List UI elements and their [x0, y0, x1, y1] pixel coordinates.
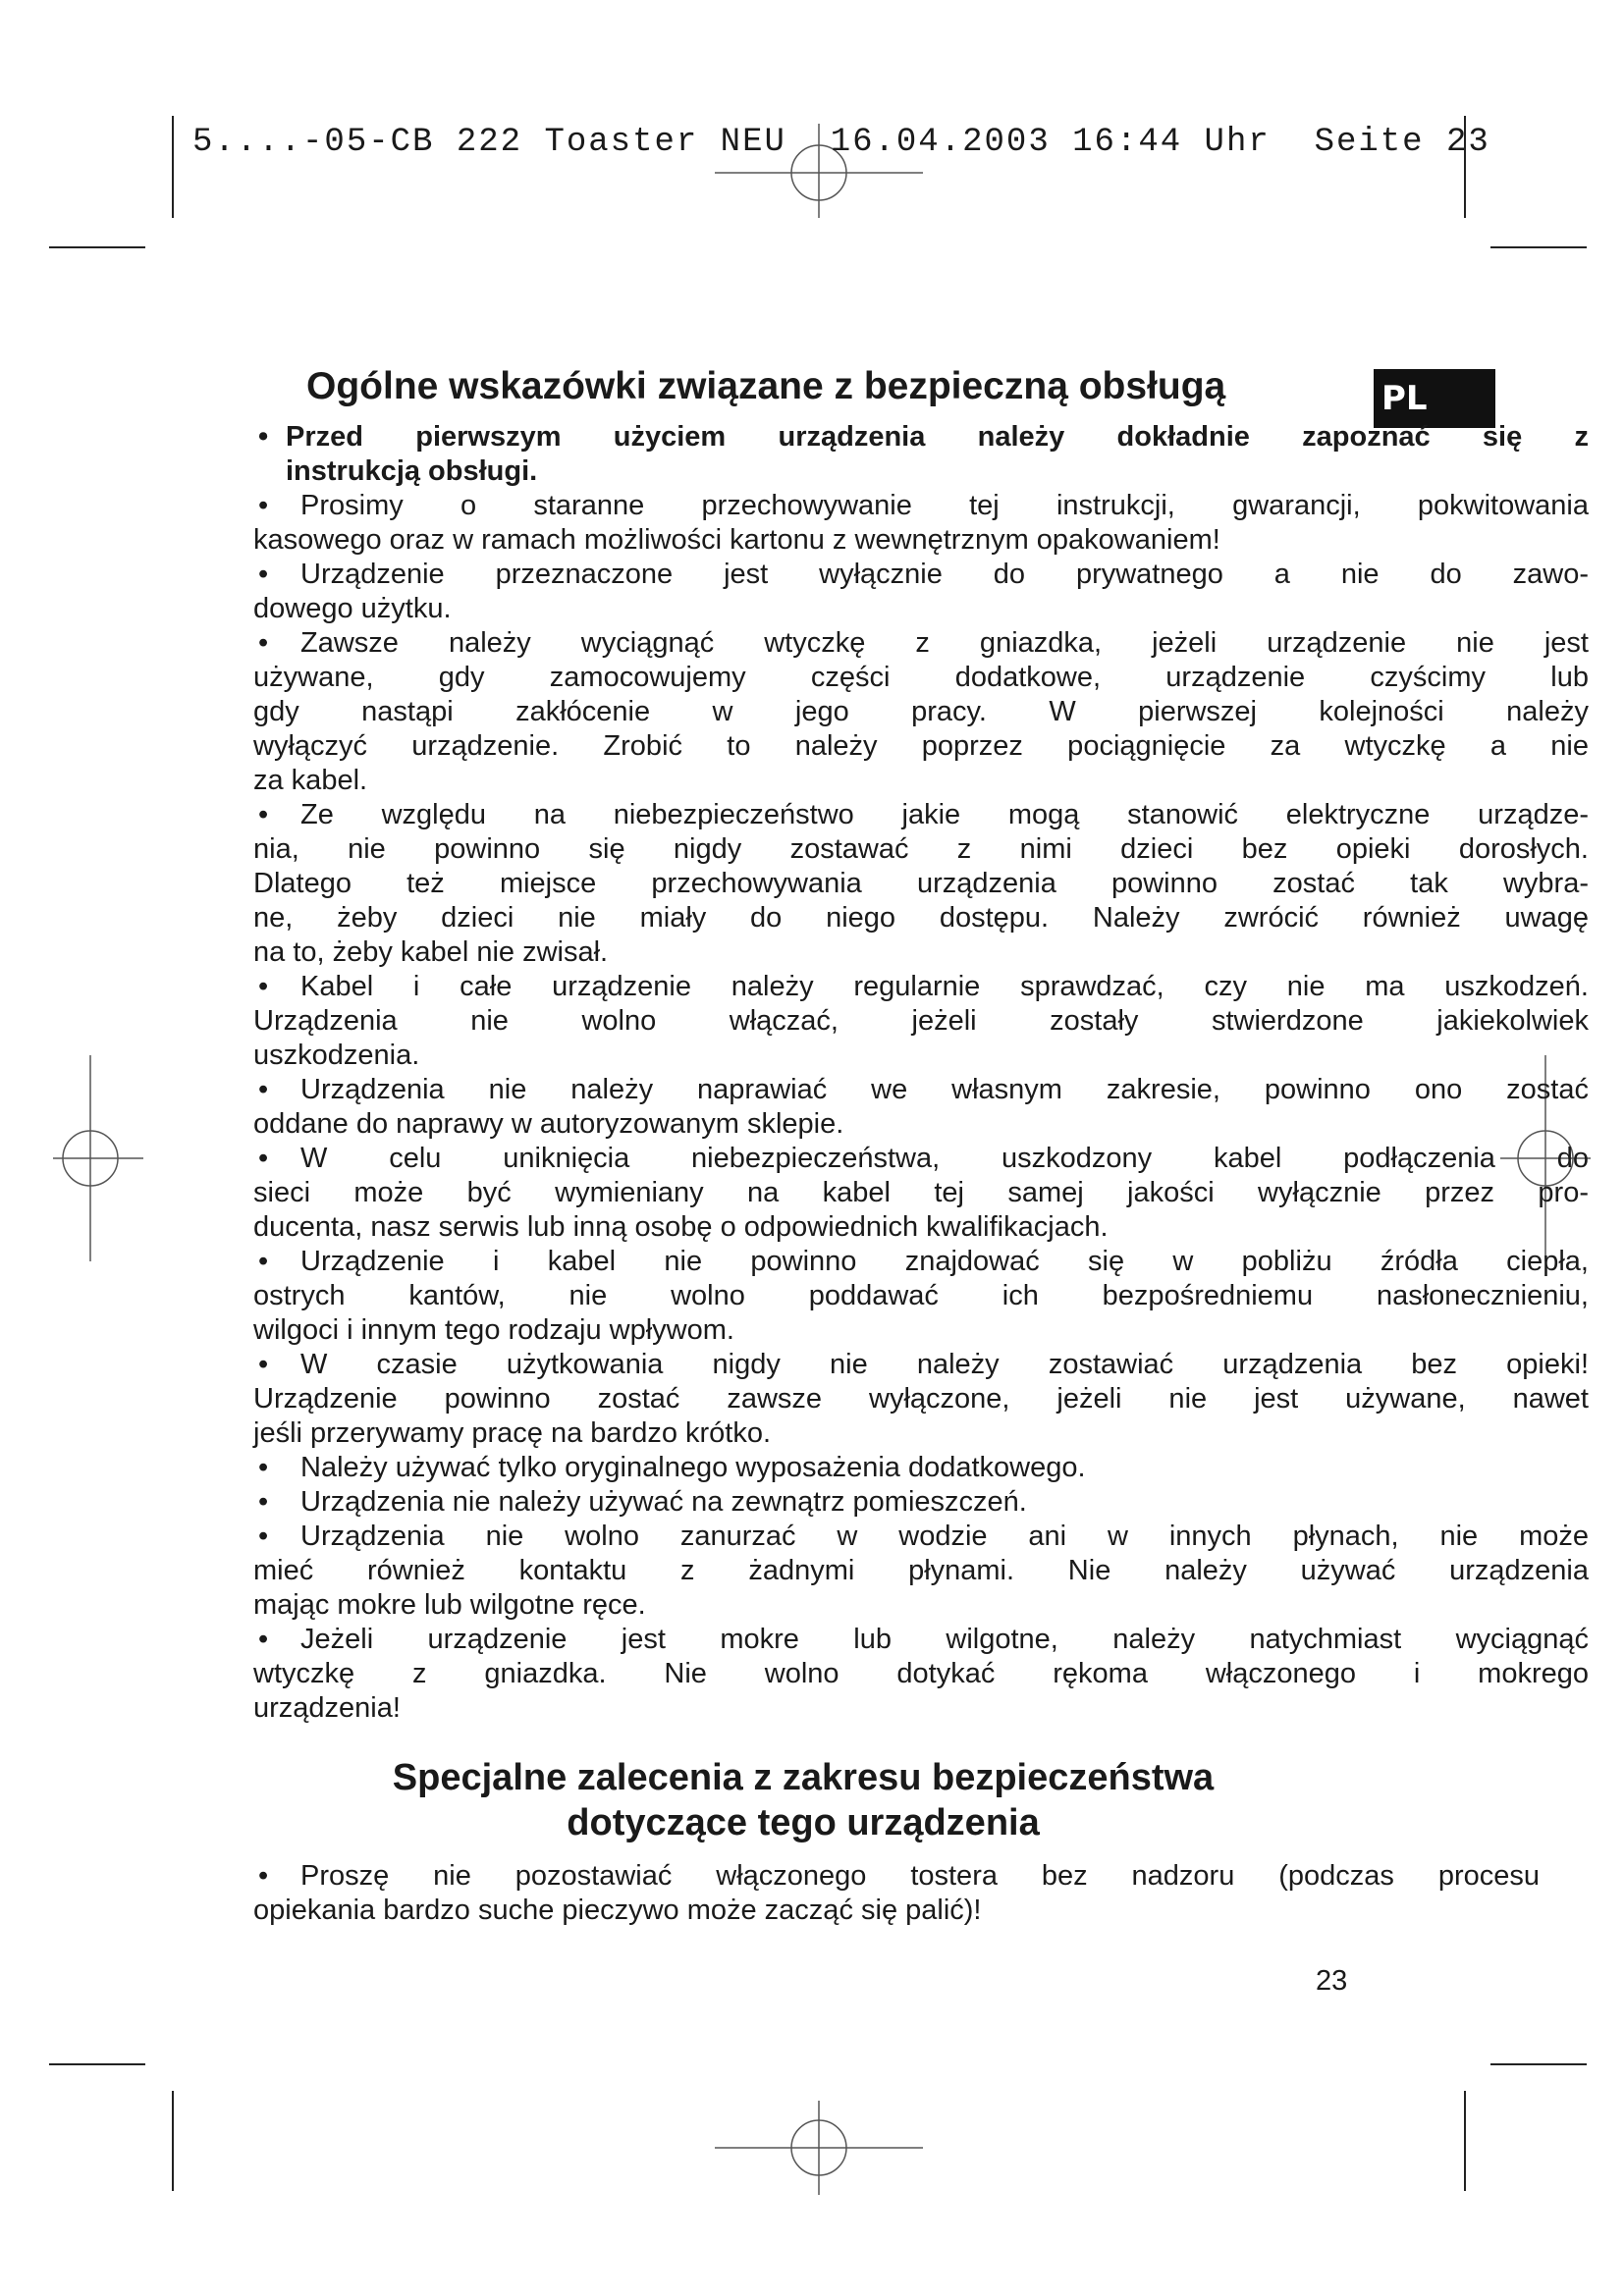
list-item-line: Urządzenia nie wolno włączać, jeżeli zostały stwierdzone jakiekolwiek	[253, 1005, 1589, 1037]
list-item-line: • W czasie użytkowania nigdy nie należy zostawiać urządzenia bez opieki!	[300, 1349, 1589, 1380]
list-item-line: • Należy używać tylko oryginalnego wyposażenia dodatkowego.	[300, 1452, 1086, 1483]
list-item-line: oddane do naprawy w autoryzowanym sklepie.	[253, 1108, 844, 1140]
list-item-line: wilgoci i innym tego rodzaju wpływom.	[253, 1314, 734, 1346]
section-title-line-2: dotyczące tego urządzenia	[567, 1802, 1040, 1843]
list-item-line: uszkodzenia.	[253, 1040, 420, 1071]
list-item	[253, 1348, 1589, 1451]
list-item-line: • Jeżeli urządzenie jest mokre lub wilgotne, należy natychmiast wyciągnąć	[300, 1624, 1589, 1655]
page-number: 23	[1316, 1965, 1348, 1997]
list-item-line: urządzenia!	[253, 1692, 401, 1724]
list-item-line: nia, nie powinno się nigdy zostawać z nimi dzieci bez opieki dorosłych.	[253, 833, 1589, 865]
list-item-line: • Urządzenia nie wolno zanurzać w wodzie ani w innych płynach, nie może	[300, 1521, 1589, 1552]
list-item-line: mieć również kontaktu z żadnymi płynami. Nie należy używać urządzenia	[253, 1555, 1589, 1586]
list-item	[253, 558, 1589, 626]
list-item-line: • Ze względu na niebezpieczeństwo jakie mogą stanowić elektryczne urządze-	[300, 799, 1589, 830]
list-item	[253, 420, 1589, 489]
list-item	[253, 1073, 1589, 1142]
special-safety-list	[253, 1859, 1540, 1928]
list-item-line: • W celu uniknięcia niebezpieczeństwa, uszkodzony kabel podłączenia do	[300, 1143, 1589, 1174]
general-safety-list	[253, 420, 1589, 1726]
section-title-general-safety: Ogólne wskazówki związane z bezpieczną obsługą	[306, 365, 1226, 407]
list-item-line: instrukcją obsługi.	[286, 455, 538, 487]
list-item	[253, 1623, 1589, 1726]
list-item	[253, 970, 1589, 1073]
list-item-line: ne, żeby dzieci nie miały do niego dostępu. Należy zwrócić również uwagę	[253, 902, 1589, 934]
list-item	[253, 1245, 1589, 1348]
list-item-line: Urządzenie powinno zostać zawsze wyłączone, jeżeli nie jest używane, nawet	[253, 1383, 1589, 1415]
list-item-line: • Prosimy o staranne przechowywanie tej instrukcji, gwarancji, pokwitowania	[300, 490, 1589, 521]
section-title-line-1: Specjalne zalecenia z zakresu bezpieczeństwa	[392, 1757, 1215, 1798]
list-item-line: za kabel.	[253, 765, 368, 796]
list-item	[253, 489, 1589, 558]
list-item-line: sieci może być wymieniany na kabel tej samej jakości wyłącznie przez pro-	[253, 1177, 1589, 1208]
list-item	[253, 626, 1589, 798]
list-item-line: opiekania bardzo suche pieczywo może zacząć się palić)!	[253, 1895, 982, 1926]
list-item-line: • Urządzenia nie należy naprawiać we własnym zakresie, powinno ono zostać	[300, 1074, 1589, 1105]
section-title-special-safety	[253, 1755, 1353, 1845]
list-item-line: • Kabel i całe urządzenie należy regularnie sprawdzać, czy nie ma uszkodzeń.	[300, 971, 1589, 1002]
registration-mark-left	[53, 1055, 143, 1261]
list-item-line: • Urządzenie przeznaczone jest wyłącznie do prywatnego a nie do zawo-	[300, 559, 1589, 590]
list-item-line: kasowego oraz w ramach możliwości kartonu z wewnętrznym opakowaniem!	[253, 524, 1220, 556]
list-item	[253, 798, 1589, 970]
list-item	[253, 1520, 1589, 1623]
list-item-line: jeśli przerywamy pracę na bardzo krótko.	[253, 1417, 772, 1449]
list-item-line: • Proszę nie pozostawiać włączonego tostera bez nadzoru (podczas procesu	[300, 1860, 1540, 1892]
list-item-line: • Zawsze należy wyciągnąć wtyczkę z gniazdka, jeżeli urządzenie nie jest	[300, 627, 1589, 659]
list-item	[253, 1142, 1589, 1245]
list-item-line: mając mokre lub wilgotne ręce.	[253, 1589, 646, 1621]
list-item-line: ducenta, nasz serwis lub inną osobę o odpowiednich kwalifikacjach.	[253, 1211, 1109, 1243]
list-item-line: • Urządzenia nie należy używać na zewnątrz pomieszczeń.	[300, 1486, 1027, 1518]
list-item	[253, 1485, 1589, 1520]
list-item-line: dowego użytku.	[253, 593, 452, 624]
list-item-line: Dlatego też miejsce przechowywania urządzenia powinno zostać tak wybra-	[253, 868, 1589, 899]
registration-mark-bottom	[715, 2101, 923, 2195]
print-slug-header: 5....-05-CB 222 Toaster NEU 16.04.2003 16:44 Uhr Seite 23	[192, 124, 1490, 161]
list-item-line: wtyczkę z gniazdka. Nie wolno dotykać rękoma włączonego i mokrego	[253, 1658, 1589, 1689]
list-item-line: na to, żeby kabel nie zwisał.	[253, 936, 609, 968]
language-badge: PL	[1374, 369, 1495, 428]
list-item-line: ostrych kantów, nie wolno poddawać ich bezpośredniemu nasłonecznieniu,	[253, 1280, 1589, 1311]
list-item-line: wyłączyć urządzenie. Zrobić to należy poprzez pociągnięcie za wtyczkę a nie	[253, 730, 1589, 762]
list-item-line: używane, gdy zamocowujemy części dodatkowe, urządzenie czyścimy lub	[253, 662, 1589, 693]
list-item-line: • Przed pierwszym użyciem urządzenia należy dokładnie zapoznać się z	[286, 421, 1589, 453]
list-item	[253, 1859, 1540, 1928]
list-item-line: • Urządzenie i kabel nie powinno znajdować się w pobliżu źródła ciepła,	[300, 1246, 1589, 1277]
list-item	[253, 1451, 1589, 1485]
list-item-line: gdy nastąpi zakłócenie w jego pracy. W pierwszej kolejności należy	[253, 696, 1589, 727]
